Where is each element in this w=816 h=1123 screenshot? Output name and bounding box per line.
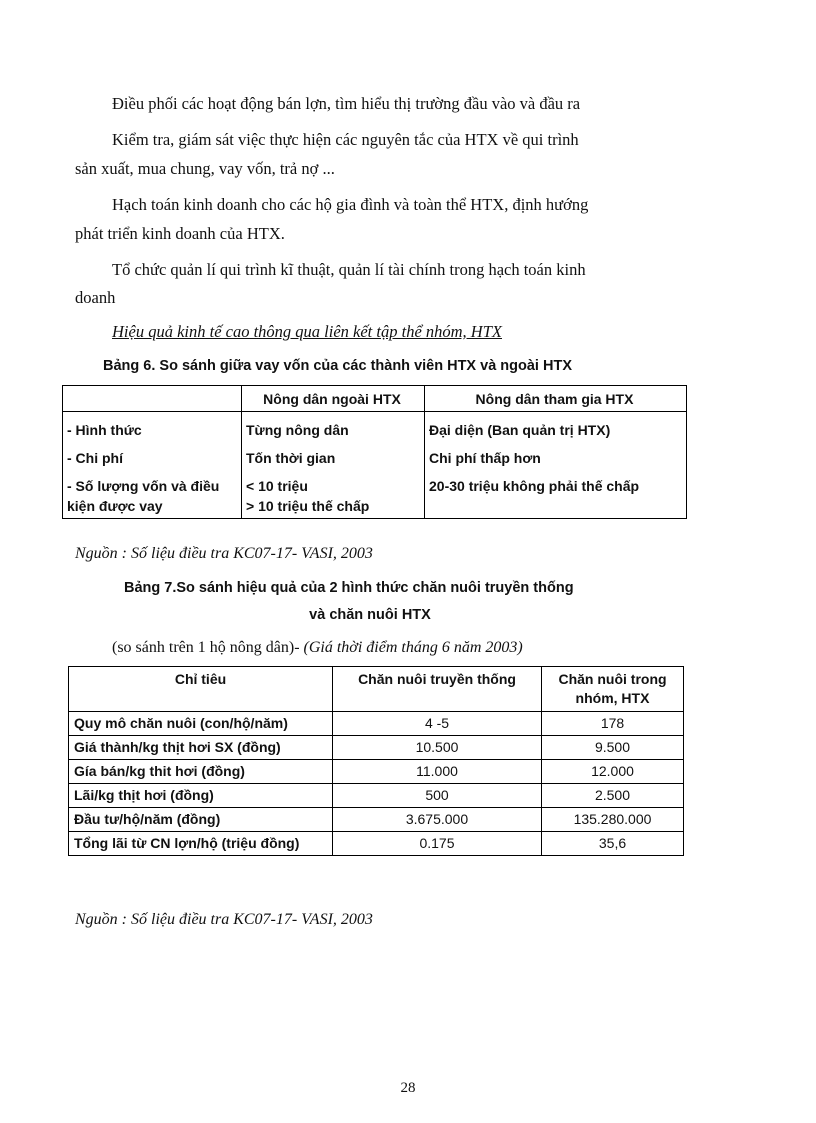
table-row [69, 736, 684, 760]
table6-caption: Bảng 6. So sánh giữa vay vốn của các thành viên HTX và ngoài HTX [103, 358, 572, 374]
table-header-row [63, 386, 687, 412]
table-cell: 9.500 [542, 736, 684, 760]
table-header-cell: Chăn nuôi trong nhóm, HTX [542, 667, 684, 712]
table-cell: Đại diện (Ban quản trị HTX) [425, 412, 687, 443]
table-header-cell: Chăn nuôi truyền thống [333, 667, 542, 712]
paragraph-line: doanh [75, 288, 116, 307]
table-cell: 178 [542, 712, 684, 736]
table-header-cell [63, 386, 242, 412]
table-cell: < 10 triệu > 10 triệu thế chấp [242, 470, 425, 519]
table-cell: 10.500 [333, 736, 542, 760]
table-cell: - Số lượng vốn và điều kiện được vay [63, 470, 242, 519]
table-cell: 12.000 [542, 760, 684, 784]
paragraph-line: Hạch toán kinh doanh cho các hộ gia đình và toàn thể HTX, định hướng [112, 195, 589, 214]
table-row [69, 784, 684, 808]
table-cell: - Chi phí [63, 442, 242, 470]
table-row [69, 760, 684, 784]
table-cell: 500 [333, 784, 542, 808]
page-number: 28 [400, 1080, 416, 1096]
table7 [68, 666, 684, 856]
table-header-cell: Chỉ tiêu [69, 667, 333, 712]
table-cell: - Hình thức [63, 412, 242, 443]
table-cell: 4 -5 [333, 712, 542, 736]
table-row [63, 470, 687, 519]
table-cell: Chi phí thấp hơn [425, 442, 687, 470]
table-header-row [69, 667, 684, 712]
table-cell: Từng nông dân [242, 412, 425, 443]
table-cell: 11.000 [333, 760, 542, 784]
table6 [62, 385, 687, 519]
table-cell: Gía bán/kg thit hơi (đồng) [69, 760, 333, 784]
section-heading: Hiệu quả kinh tế cao thông qua liên kết tập thể nhóm, HTX [112, 322, 502, 341]
table-cell: Đầu tư/hộ/năm (đồng) [69, 808, 333, 832]
table-cell: 20-30 triệu không phải thế chấp [425, 470, 687, 519]
paragraph-line: phát triển kinh doanh của HTX. [75, 224, 285, 243]
table7-note-italic: (Giá thời điểm tháng 6 năm 2003) [303, 639, 523, 656]
table-cell: 35,6 [542, 832, 684, 856]
table-row [69, 832, 684, 856]
table-cell: 2.500 [542, 784, 684, 808]
paragraph-line: sản xuất, mua chung, vay vốn, trả nợ ... [75, 159, 335, 178]
table-row [69, 808, 684, 832]
paragraph-line: Kiểm tra, giám sát việc thực hiện các nguyên tắc của HTX về qui trình [112, 130, 579, 149]
table7-note-plain: (so sánh trên 1 hộ nông dân)- [112, 639, 304, 656]
table-cell: Tổng lãi từ CN lợn/hộ (triệu đồng) [69, 832, 333, 856]
table-cell: 135.280.000 [542, 808, 684, 832]
table-cell: 3.675.000 [333, 808, 542, 832]
table7-note [112, 639, 523, 657]
table-row [69, 712, 684, 736]
table-cell: Tốn thời gian [242, 442, 425, 470]
table-row [63, 412, 687, 443]
table-header-cell: Nông dân ngoài HTX [242, 386, 425, 412]
table-cell: 0.175 [333, 832, 542, 856]
table-cell: Lãi/kg thịt hơi (đồng) [69, 784, 333, 808]
table7-source: Nguồn : Số liệu điều tra KC07-17- VASI, 2003 [75, 911, 373, 928]
table-cell: Giá thành/kg thịt hơi SX (đồng) [69, 736, 333, 760]
paragraph-line: Tổ chức quản lí qui trình kĩ thuật, quản lí tài chính trong hạch toán kinh [112, 260, 586, 279]
table-header-cell: Nông dân tham gia HTX [425, 386, 687, 412]
paragraph-line: Điều phối các hoạt động bán lợn, tìm hiểu thị trường đầu vào và đầu ra [112, 94, 581, 113]
table7-caption-line1: Bảng 7.So sánh hiệu quả của 2 hình thức chăn nuôi truyền thống [124, 580, 574, 596]
table-cell: Quy mô chăn nuôi (con/hộ/năm) [69, 712, 333, 736]
table7-caption-line2: và chăn nuôi HTX [309, 607, 431, 623]
table6-source: Nguồn : Số liệu điều tra KC07-17- VASI, 2003 [75, 545, 373, 562]
table-row [63, 442, 687, 470]
